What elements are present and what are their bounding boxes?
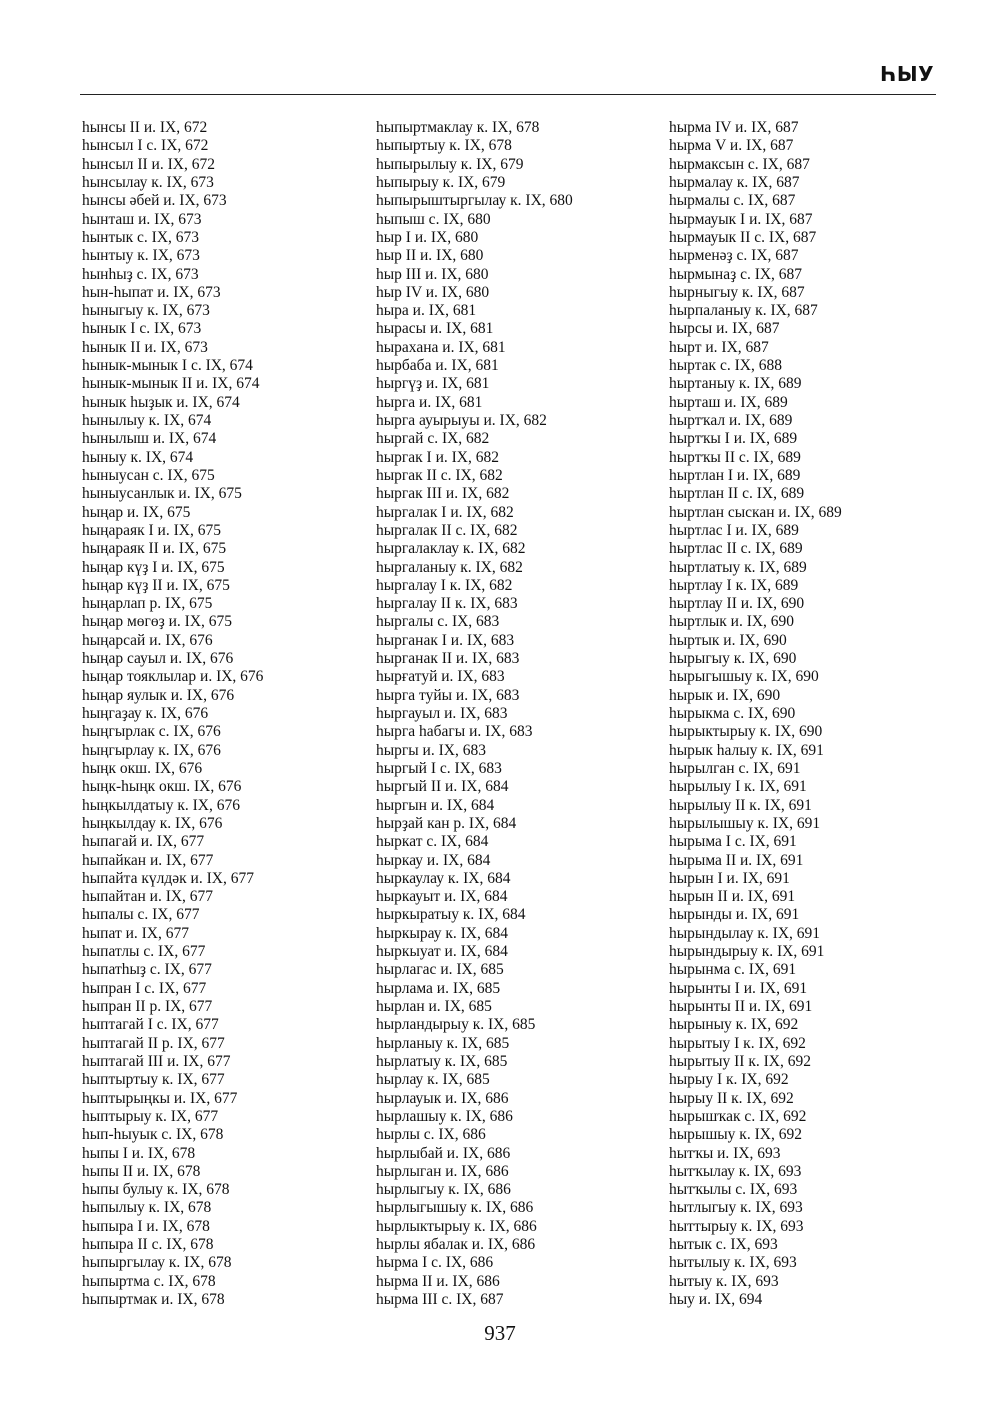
index-entry: һыпыш с. IX, 680 <box>376 210 491 228</box>
index-entry: һыпы I и. IX, 678 <box>82 1144 196 1162</box>
index-entry: һыптагай II р. IX, 677 <box>82 1034 225 1052</box>
index-entry: һынылыу к. IX, 674 <box>82 412 212 429</box>
index-entry: һыпалы с. IX, 677 <box>82 906 200 924</box>
index-entry: һырлауык и. IX, 686 <box>376 1089 509 1107</box>
index-entry: һыркау и. IX, 684 <box>376 851 491 869</box>
index-entry: һыу и. IX, 694 <box>669 1291 763 1308</box>
index-entry: һырменәҙ с. IX, 687 <box>669 247 799 265</box>
index-entry: һыр IV и. IX, 680 <box>376 283 490 301</box>
index-entry: һыпран II р. IX, 677 <box>82 998 213 1015</box>
index-entry: һынсы II и. IX, 672 <box>82 119 208 136</box>
index-column-1 <box>82 119 263 1309</box>
index-entry: һыртык и. IX, 690 <box>669 631 787 649</box>
index-entry: һырынты I и. IX, 691 <box>669 979 808 997</box>
index-entry: һытлыгыу к. IX, 693 <box>669 1199 803 1217</box>
index-entry: һырга туйы и. IX, 683 <box>376 686 520 704</box>
index-entry: һыттырыу к. IX, 693 <box>669 1217 804 1235</box>
index-entry: һырлау к. IX, 685 <box>376 1071 490 1089</box>
index-entry: һырын I и. IX, 691 <box>669 869 790 887</box>
index-entry: һыргалаклау к. IX, 682 <box>376 540 526 558</box>
index-entry: һырахана и. IX, 681 <box>376 338 506 356</box>
index-entry: һырыныу к. IX, 692 <box>669 1016 799 1034</box>
index-entry: һырынты II и. IX, 691 <box>669 998 813 1015</box>
index-entry: һыр I и. IX, 680 <box>376 228 479 246</box>
index-entry: һынсы әбей и. IX, 673 <box>82 192 227 210</box>
index-entry: һыртҡал и. IX, 689 <box>669 412 793 429</box>
index-entry: һынсыл I с. IX, 672 <box>82 137 209 155</box>
index-entry: һырын II и. IX, 691 <box>669 888 796 906</box>
index-entry: һырынма с. IX, 691 <box>669 961 797 979</box>
index-entry: һыңар мөгөҙ и. IX, 675 <box>82 613 233 631</box>
index-entry: һырландырыу к. IX, 685 <box>376 1016 536 1034</box>
index-entry: һырлыгыу к. IX, 686 <box>376 1181 511 1199</box>
running-header: ҺЫУ <box>880 62 934 86</box>
index-entry: һыпатһыҙ с. IX, 677 <box>82 961 212 979</box>
index-column-3 <box>669 119 842 1309</box>
index-entry: һытҡы и. IX, 693 <box>669 1144 781 1162</box>
index-entry: һыпайта күлдәк и. IX, 677 <box>82 869 254 887</box>
index-entry: һырындырыу к. IX, 691 <box>669 943 825 961</box>
index-entry: һыргый II и. IX, 684 <box>376 778 509 796</box>
index-entry: һыңарлап р. IX, 675 <box>82 595 213 613</box>
index-entry: һырт и. IX, 687 <box>669 338 769 356</box>
index-entry: һыпран I с. IX, 677 <box>82 979 207 997</box>
index-entry: һыртлан I и. IX, 689 <box>669 466 801 484</box>
index-entry: һыпы булыу к. IX, 678 <box>82 1181 230 1199</box>
index-entry: һырҙай кан р. IX, 684 <box>376 814 517 832</box>
index-entry: һыртлас I и. IX, 689 <box>669 521 799 539</box>
index-entry: һыртлас II с. IX, 689 <box>669 540 803 558</box>
index-entry: һырга ауырыуы и. IX, 682 <box>376 412 547 429</box>
index-entry: һырғатуй и. IX, 683 <box>376 668 505 686</box>
index-entry: һырынды и. IX, 691 <box>669 906 800 924</box>
page-number: 937 <box>484 1321 516 1345</box>
index-entry: һыркауыт и. IX, 684 <box>376 888 508 906</box>
index-entry: һырма V и. IX, 687 <box>669 137 794 155</box>
index-entry: һырышыу к. IX, 692 <box>669 1126 802 1144</box>
index-entry: һыркыратыу к. IX, 684 <box>376 906 526 924</box>
index-entry: һырык һалыу к. IX, 691 <box>669 741 824 759</box>
index-entry: һыркыуат и. IX, 684 <box>376 943 508 961</box>
index-entry: һырма III с. IX, 687 <box>376 1291 504 1308</box>
index-entry: һыпыртмак и. IX, 678 <box>82 1291 225 1308</box>
index-entry: һытык с. IX, 693 <box>669 1236 778 1254</box>
index-entry: һынтыу к. IX, 673 <box>82 247 200 265</box>
index-entry: һырлыгышыу к. IX, 686 <box>376 1199 534 1217</box>
index-entry: һырма II и. IX, 686 <box>376 1272 500 1290</box>
index-entry: һыргалау II к. IX, 683 <box>376 595 518 613</box>
index-entry: һыртлан II с. IX, 689 <box>669 485 805 503</box>
index-entry: һырыу II к. IX, 692 <box>669 1089 794 1107</box>
index-entry: һырык и. IX, 690 <box>669 686 781 704</box>
index-entry: һыңар сауыл и. IX, 676 <box>82 650 234 668</box>
index-entry: һыркаулау к. IX, 684 <box>376 869 511 887</box>
index-entry: һырсы и. IX, 687 <box>669 320 780 338</box>
index-entry: һыртак с. IX, 688 <box>669 357 782 375</box>
index-entry: һырылган с. IX, 691 <box>669 759 801 777</box>
index-entry: һытыу к. IX, 693 <box>669 1272 779 1290</box>
index-entry: һыртлау II и. IX, 690 <box>669 595 805 613</box>
index-entry: һыпылыу к. IX, 678 <box>82 1199 212 1217</box>
index-entry: һыртлатыу к. IX, 689 <box>669 558 807 576</box>
index-entry: һыргак III и. IX, 682 <box>376 485 510 503</box>
index-entry: һыныусан с. IX, 675 <box>82 466 215 484</box>
index-entry: һытылыу к. IX, 693 <box>669 1254 797 1272</box>
index-entry: һырныгыу к. IX, 687 <box>669 283 805 301</box>
index-entry: һытҡылы с. IX, 693 <box>669 1181 798 1199</box>
index-entry: һырындылау к. IX, 691 <box>669 924 821 942</box>
index-entry: һыртлан сыскан и. IX, 689 <box>669 503 842 521</box>
index-entry: һырлагас и. IX, 685 <box>376 961 504 979</box>
index-entry: һырмаксын с. IX, 687 <box>669 155 810 173</box>
index-entry: һырмалы с. IX, 687 <box>669 192 796 210</box>
index-entry: һыртҡы II с. IX, 689 <box>669 448 801 466</box>
index-entry: һытҡылау к. IX, 693 <box>669 1162 802 1180</box>
index-entry: һыңгаҙау к. IX, 676 <box>82 705 209 722</box>
index-entry: һыпырыу к. IX, 679 <box>376 173 506 191</box>
index-entry: һырышҡак с. IX, 692 <box>669 1107 807 1125</box>
index-entry: һырлама и. IX, 685 <box>376 979 501 997</box>
header-rule <box>80 94 936 95</box>
index-entry: һыпыртмаклау к. IX, 678 <box>376 119 540 136</box>
index-entry: һыргүҙ и. IX, 681 <box>376 375 490 393</box>
index-entry: һыра и. IX, 681 <box>376 302 477 320</box>
index-entry: һыргалы с. IX, 683 <box>376 613 500 631</box>
index-entry: һырыгышыу к. IX, 690 <box>669 668 819 686</box>
index-entry: һыңараяк I и. IX, 675 <box>82 521 221 539</box>
index-entry: һырытыу I к. IX, 692 <box>669 1034 806 1052</box>
index-entry: һырлатыу к. IX, 685 <box>376 1052 508 1070</box>
index-entry: һырлыктырыу к. IX, 686 <box>376 1217 537 1235</box>
index-entry: һырытыу II к. IX, 692 <box>669 1052 811 1070</box>
index-entry: һынташ и. IX, 673 <box>82 210 202 228</box>
index-entry: һыңк окш. IX, 676 <box>82 759 203 777</box>
index-entry: һыр III и. IX, 680 <box>376 265 489 283</box>
index-entry: һырасы и. IX, 681 <box>376 320 494 338</box>
index-entry: һыпыртыу к. IX, 678 <box>376 137 512 155</box>
index-entry: һыпайтан и. IX, 677 <box>82 888 214 906</box>
index-entry: һыныгыу к. IX, 673 <box>82 302 210 320</box>
index-entry: һыңгырлау к. IX, 676 <box>82 741 221 759</box>
index-entry: һырма IV и. IX, 687 <box>669 119 799 136</box>
index-entry: һыныу к. IX, 674 <box>82 448 194 466</box>
index-entry: һыпыртма с. IX, 678 <box>82 1272 216 1290</box>
index-entry: һырылыу I к. IX, 691 <box>669 778 807 796</box>
index-entry: һыңар күҙ II и. IX, 675 <box>82 576 230 594</box>
index-entry: һынык-мынык II и. IX, 674 <box>82 375 260 393</box>
index-entry: һырмалау к. IX, 687 <box>669 173 800 191</box>
index-entry: һыргалак II с. IX, 682 <box>376 521 518 539</box>
index-entry: һын-һыпат и. IX, 673 <box>82 283 221 301</box>
index-entry: һынык-мынык I с. IX, 674 <box>82 357 253 375</box>
index-entry: һыптагай III и. IX, 677 <box>82 1052 231 1070</box>
index-entry: һырганак I и. IX, 683 <box>376 631 515 649</box>
index-entry: һыптырыңкы и. IX, 677 <box>82 1089 238 1107</box>
index-entry: һырга һабагы и. IX, 683 <box>376 723 533 741</box>
index-entry: һыңарсай и. IX, 676 <box>82 631 213 649</box>
index-entry: һыптагай I с. IX, 677 <box>82 1016 219 1034</box>
index-entry: һынык һыҙык и. IX, 674 <box>82 393 240 411</box>
index-entry: һынсыл II и. IX, 672 <box>82 155 215 173</box>
index-entry: һырлашыу к. IX, 686 <box>376 1107 513 1125</box>
index-entry: һырыктырыу к. IX, 690 <box>669 723 823 741</box>
index-entry: һыргаланыу к. IX, 682 <box>376 558 523 576</box>
index-entry: һынһыҙ с. IX, 673 <box>82 265 199 283</box>
index-entry: һыртаныу к. IX, 689 <box>669 375 802 393</box>
index-entry: һынык I с. IX, 673 <box>82 320 202 338</box>
index-entry: һырпаланыу к. IX, 687 <box>669 302 818 320</box>
index-entry: һыңк-һыңк окш. IX, 676 <box>82 778 242 796</box>
index-entry: һыңкылдау к. IX, 676 <box>82 814 223 832</box>
index-entry: һыпырыштыргылау к. IX, 680 <box>376 192 573 210</box>
index-entry: һырылышыу к. IX, 691 <box>669 814 821 832</box>
index-entry: һыртлык и. IX, 690 <box>669 613 795 631</box>
index-entry: һынсылау к. IX, 673 <box>82 173 214 191</box>
index-entry: һыпы II и. IX, 678 <box>82 1162 201 1180</box>
index-entry: һыртҡы I и. IX, 689 <box>669 430 798 448</box>
index-entry: һыңараяк II и. IX, 675 <box>82 540 227 558</box>
index-entry: һырыгыу к. IX, 690 <box>669 650 797 668</box>
index-entry: һырмынаҙ с. IX, 687 <box>669 265 803 283</box>
index-entry: һыңар күҙ I и. IX, 675 <box>82 558 225 576</box>
index-entry: һырмауык I и. IX, 687 <box>669 210 813 228</box>
index-entry: һырлы ябалак и. IX, 686 <box>376 1236 536 1254</box>
index-entry: һырыма II и. IX, 691 <box>669 851 804 869</box>
index-entry: һыңкылдатыу к. IX, 676 <box>82 796 240 814</box>
index-entry: һыпатлы с. IX, 677 <box>82 943 206 961</box>
index-entry: һыпат и. IX, 677 <box>82 924 189 942</box>
index-entry: һыргы и. IX, 683 <box>376 741 486 759</box>
index-entry: һыргалак I и. IX, 682 <box>376 503 514 521</box>
index-entry: һырга и. IX, 681 <box>376 393 483 411</box>
index-entry: һыныусанлык и. IX, 675 <box>82 485 242 503</box>
index-entry: һыңар яулык и. IX, 676 <box>82 686 235 704</box>
index-entry: һынылыш и. IX, 674 <box>82 430 217 448</box>
index-entry: һыптырыу к. IX, 677 <box>82 1107 219 1125</box>
index-entry: һыргый I с. IX, 683 <box>376 759 502 777</box>
index-entry: һыңар тояклылар и. IX, 676 <box>82 668 264 686</box>
index-entry: һырыкма с. IX, 690 <box>669 705 796 722</box>
index-entry: һыргай с. IX, 682 <box>376 430 490 448</box>
index-entry: һыртлау I к. IX, 689 <box>669 576 799 594</box>
index-entry: һынтык с. IX, 673 <box>82 228 200 246</box>
index-entry: һыргак I и. IX, 682 <box>376 448 499 466</box>
index-entry: һырташ и. IX, 689 <box>669 393 788 411</box>
index-entry: һыркырау к. IX, 684 <box>376 924 508 942</box>
index-entry: һырылыу II к. IX, 691 <box>669 796 812 814</box>
index-entry: һыргын и. IX, 684 <box>376 796 495 814</box>
index-entry: һыпагай и. IX, 677 <box>82 833 205 851</box>
index-entry: һырма I с. IX, 686 <box>376 1254 494 1272</box>
index-entry: һырлыбай и. IX, 686 <box>376 1144 511 1162</box>
index-entry: һынык II и. IX, 673 <box>82 338 208 356</box>
index-entry: һырыу I к. IX, 692 <box>669 1071 789 1089</box>
index-entry: һып-һыуык с. IX, 678 <box>82 1126 224 1144</box>
index-entry: һыпырылыу к. IX, 679 <box>376 155 524 173</box>
index-entry: һырлы с. IX, 686 <box>376 1126 486 1144</box>
index-entry: һыңар и. IX, 675 <box>82 503 191 521</box>
index-entry: һыргак II с. IX, 682 <box>376 466 503 484</box>
index-entry: һырмауык II с. IX, 687 <box>669 228 817 246</box>
index-entry: һыпыра I и. IX, 678 <box>82 1217 210 1235</box>
index-entry: һыр II и. IX, 680 <box>376 247 484 265</box>
index-entry: һыркат с. IX, 684 <box>376 833 489 851</box>
index-entry: һырганак II и. IX, 683 <box>376 650 520 668</box>
index-entry: һыпайкан и. IX, 677 <box>82 851 214 869</box>
index-entry: һырлыган и. IX, 686 <box>376 1162 509 1180</box>
index-column-2 <box>376 119 573 1309</box>
index-entry: һырбаба и. IX, 681 <box>376 357 499 375</box>
index-entry: һырланыу к. IX, 685 <box>376 1034 510 1052</box>
index-entry: һыргауыл и. IX, 683 <box>376 705 508 722</box>
index-entry: һыптыртыу к. IX, 677 <box>82 1071 225 1089</box>
index-entry: һыпыра II с. IX, 678 <box>82 1236 214 1254</box>
index-entry: һыпыргылау к. IX, 678 <box>82 1254 232 1272</box>
index-entry: һыргалау I к. IX, 682 <box>376 576 513 594</box>
index-entry: һыңгырлак с. IX, 676 <box>82 723 221 741</box>
index-entry: һырыма I с. IX, 691 <box>669 833 797 851</box>
index-entry: һырлан и. IX, 685 <box>376 998 492 1015</box>
